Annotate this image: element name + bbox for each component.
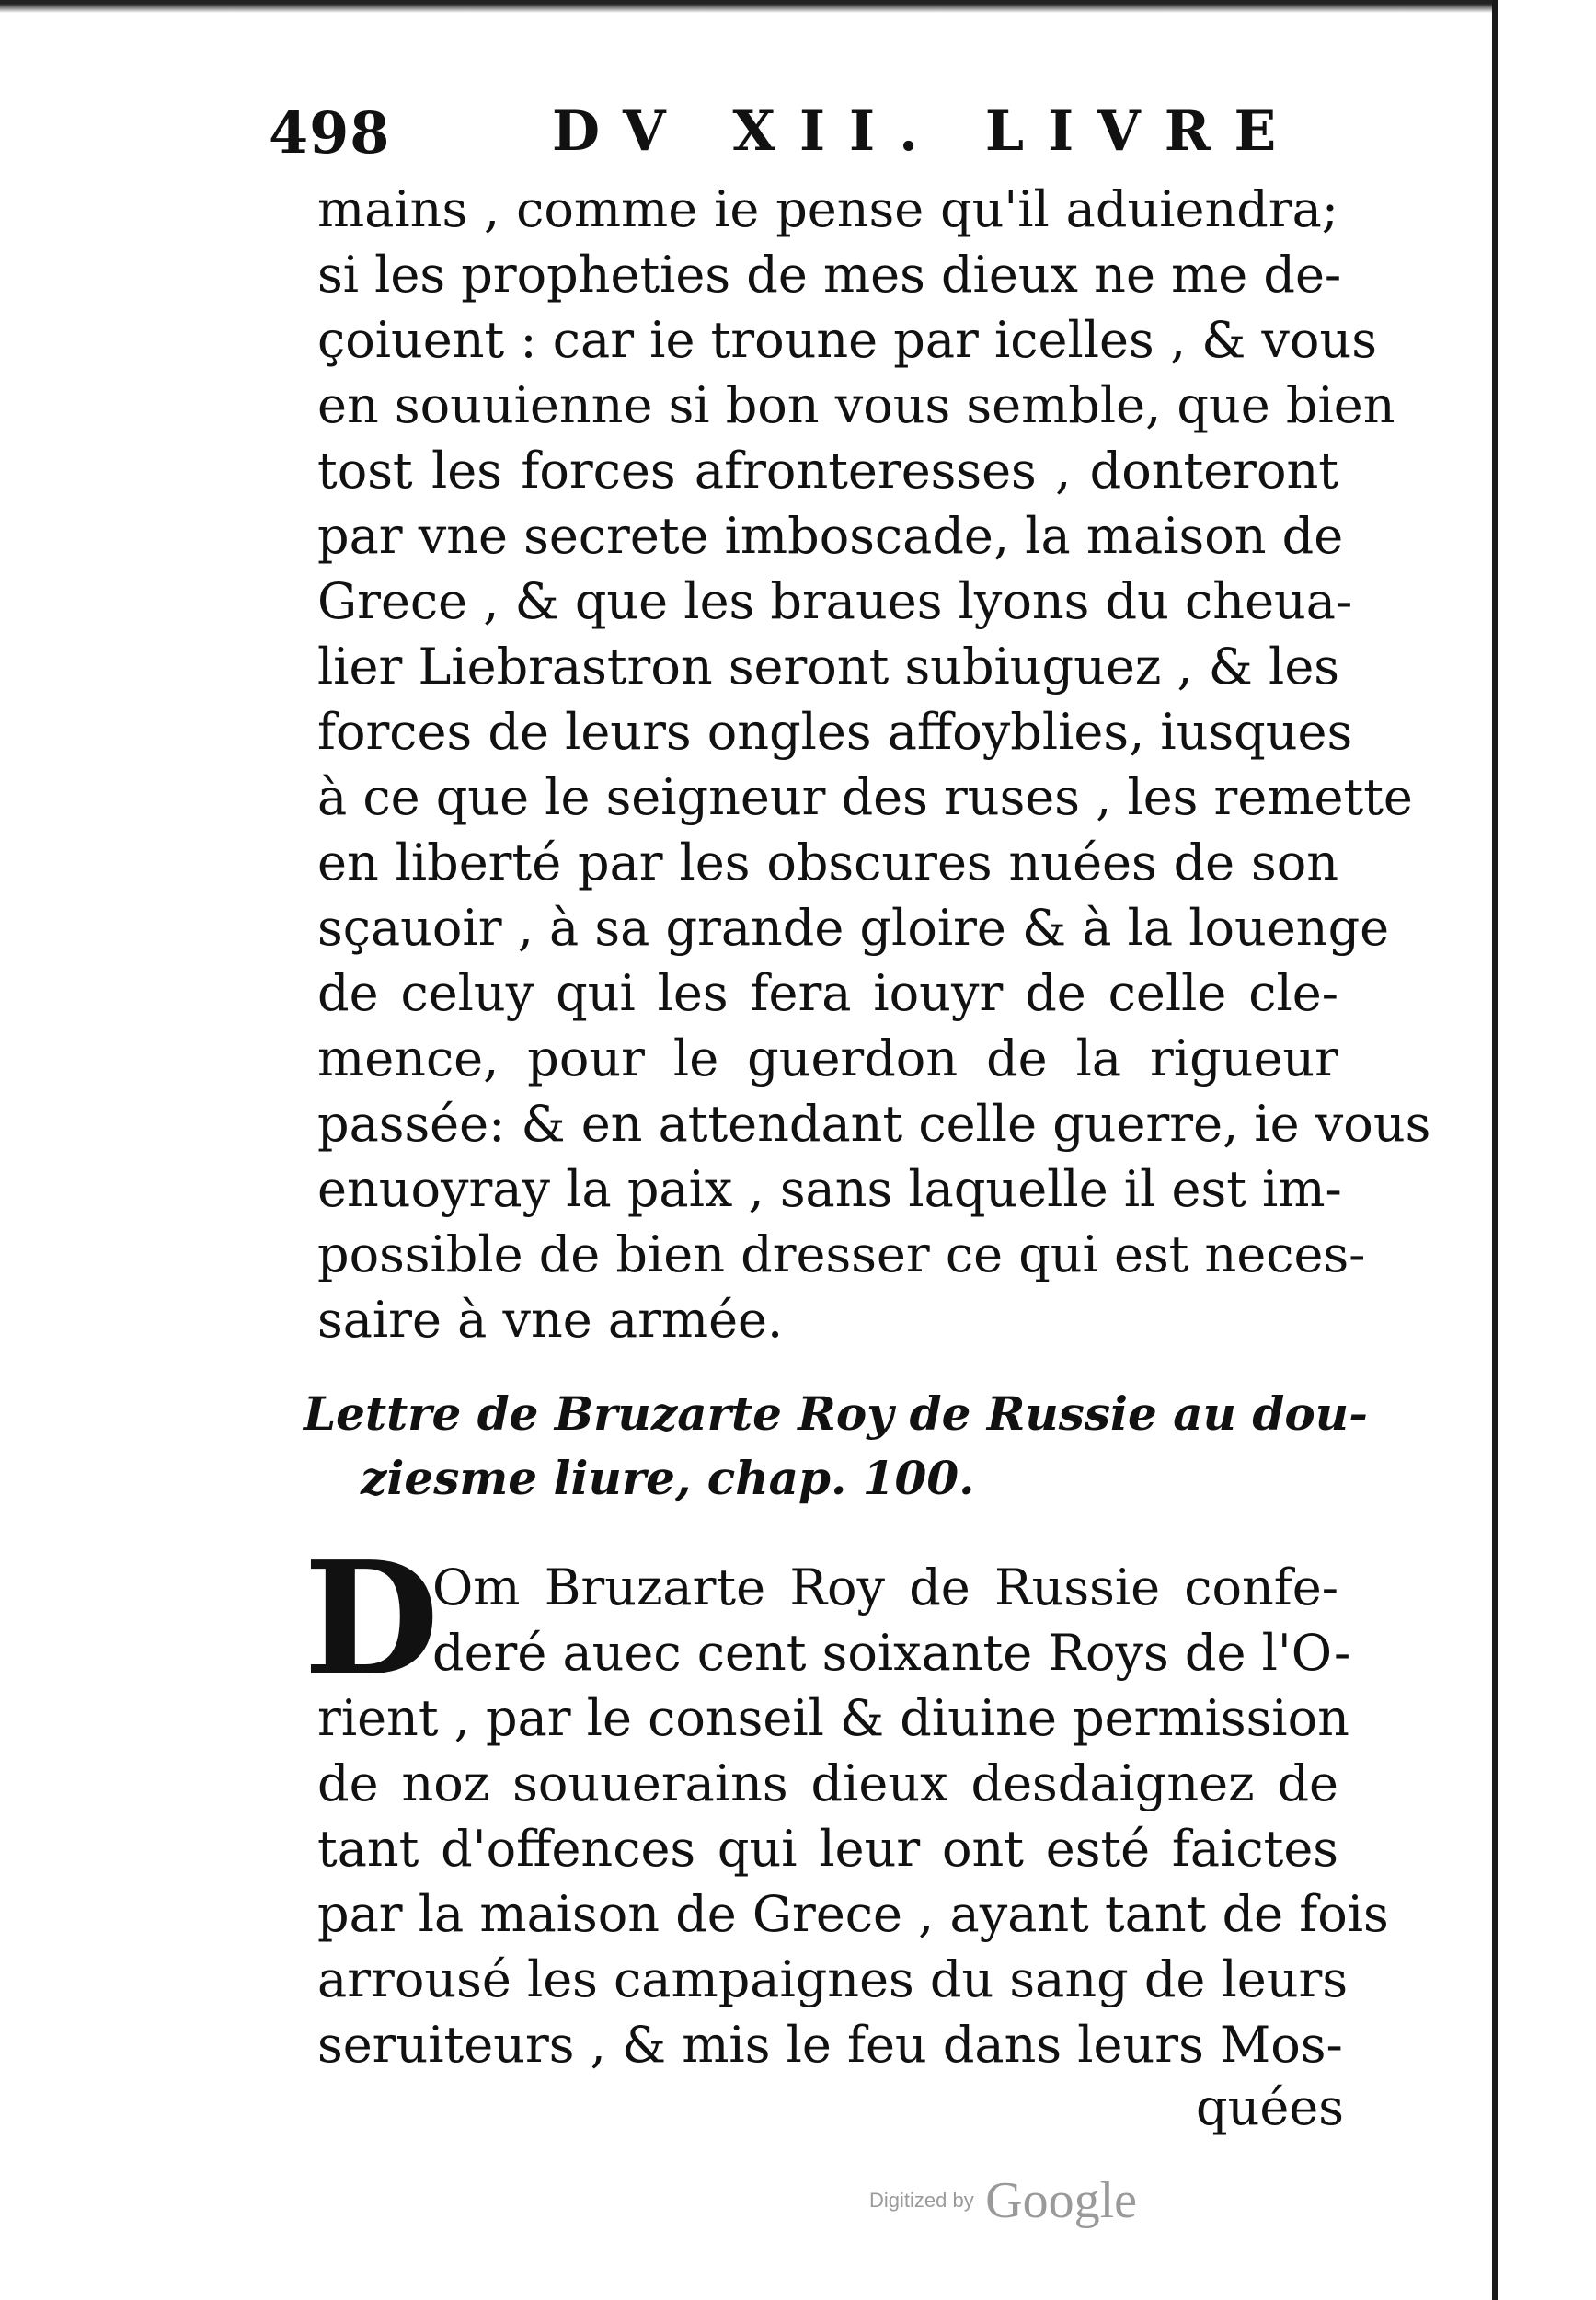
text-line: de celuy qui les fera iouyr de celle cle- (317, 964, 1338, 1022)
text-line: forces de leurs ongles affoyblies, iusques (317, 703, 1353, 761)
text-line: Om Bruzarte Roy de Russie confe- (432, 1558, 1338, 1616)
heading-line: ziesme liure, chap. 100. (361, 1451, 975, 1505)
text-line: lier Liebrastron seront subiuguez , & les (317, 638, 1339, 696)
heading-line: Lettre de Bruzarte Roy de Russie au dou- (304, 1386, 1368, 1441)
drop-cap: D (304, 1527, 440, 1711)
text-line: Grece , & que les braues lyons du cheua- (317, 572, 1353, 630)
page-number: 498 (269, 99, 391, 167)
google-logo: Google (985, 2172, 1138, 2229)
letter-text (317, 1555, 1389, 2077)
text-line: mains , comme ie pense qu'il aduiendra; (317, 180, 1338, 238)
text-line: tost les forces afronteresses , donteront (317, 442, 1338, 500)
text-line: en souuienne si bon vous semble, que bien (317, 376, 1395, 434)
text-line: arrousé les campaignes du sang de leurs (317, 1950, 1349, 2008)
text-line: sçauoir , à sa grande gloire & à la louenge (317, 899, 1390, 957)
text-line: saire à vne armée. (317, 1291, 784, 1349)
text-line: par la maison de Grece , ayant tant de fois (317, 1885, 1389, 1943)
text-line: deré auec cent soixante Roys de l'O- (432, 1624, 1351, 1682)
letter-heading (304, 1382, 1368, 1511)
running-head: DV XII. LIVRE (552, 99, 1301, 164)
text-line: à ce que le seigneur des ruses , les remette (317, 768, 1413, 826)
text-line: enuoyray la paix , sans laquelle il est im- (317, 1160, 1342, 1218)
text-line: çoiuent : car ie troune par icelles , & vous (317, 311, 1377, 369)
text-line: mence, pour le guerdon de la rigueur (317, 1029, 1338, 1087)
text-line: seruiteurs , & mis le feu dans leurs Mos- (317, 2016, 1343, 2074)
text-line: par vne secrete imboscade, la maison de (317, 507, 1344, 565)
page-binding-edge (1492, 0, 1498, 2300)
digitized-watermark (869, 2171, 1137, 2230)
body-text (317, 177, 1431, 1352)
page-top-edge (0, 0, 1492, 13)
text-line: tant d'offences qui leur ont esté faictes (317, 1820, 1338, 1878)
watermark-prefix: Digitized by (869, 2189, 974, 2212)
text-line: de noz souuerains dieux desdaignez de (317, 1754, 1338, 1812)
text-line: possible de bien dresser ce qui est neces- (317, 1225, 1366, 1283)
text-line: passée: & en attendant celle guerre, ie vous (317, 1095, 1431, 1153)
text-line: en liberté par les obscures nuées de son (317, 834, 1338, 891)
catchword: quées (1196, 2078, 1344, 2136)
text-line: si les propheties de mes dieux ne me de- (317, 246, 1342, 304)
text-line: rient , par le conseil & diuine permission (317, 1689, 1349, 1747)
